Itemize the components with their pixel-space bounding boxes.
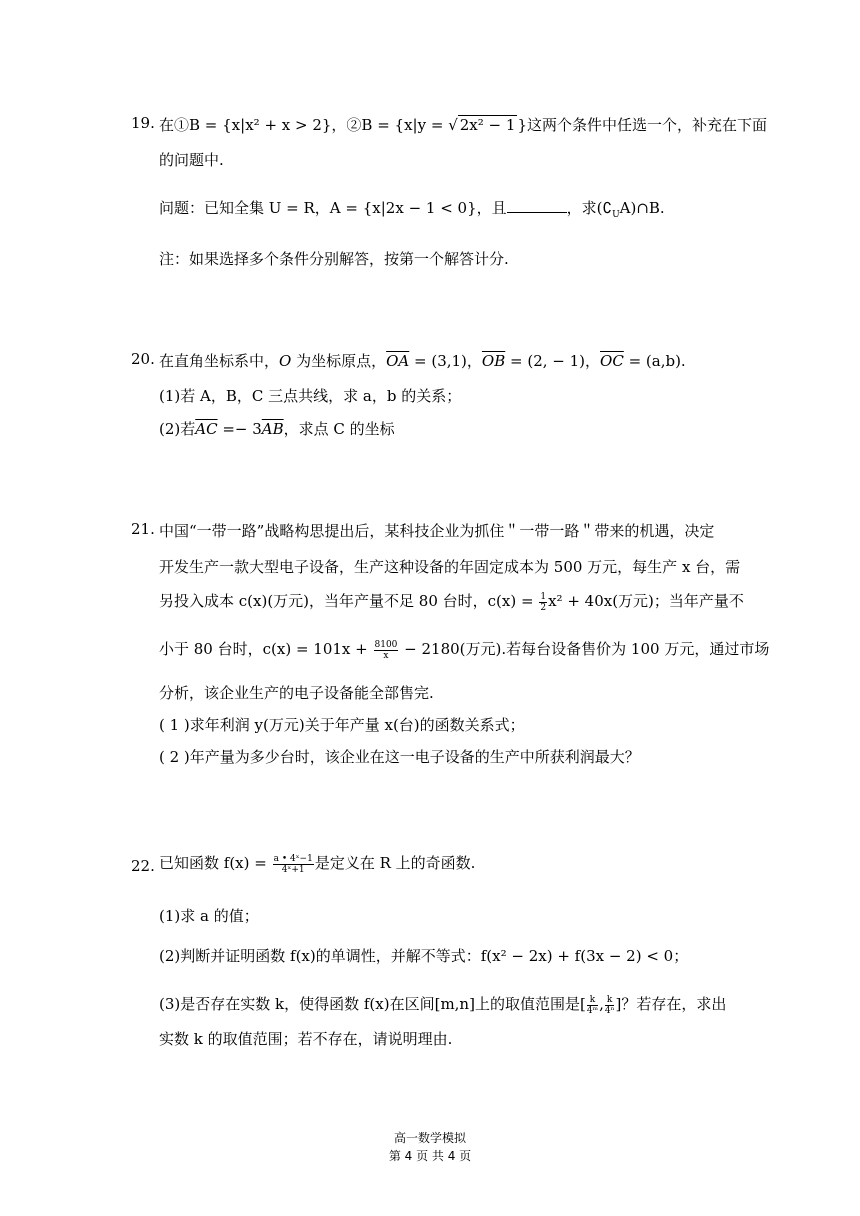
fraction-8100-x [374,640,399,661]
footer-title: 高一数学模拟 [393,1131,466,1145]
q20-l1c: = (3,1)， [409,352,482,370]
q21-l3a: 另投入成本 c(x)(万元)，当年产量不足 80 台时，c(x) = [159,592,539,610]
fraction-numerator: a • 4ˣ−1 [273,853,313,864]
question-20-number: 20. [131,350,155,368]
question-21-line-3 [159,590,744,613]
question-19-line-2: 的问题中. [159,151,224,169]
vector-oa: $\overline{OA}$ [386,352,410,370]
fraction-denominator: 2 [540,602,547,613]
question-21-number: 21. [131,520,155,538]
q20-l3a: (2)若 [159,420,196,438]
q19-l1c: }这两个条件中任选一个，补充在下面 [517,116,767,134]
q22-l4b: ]？若存在，求出 [615,995,727,1013]
question-20-part-1: (1)若 A，B，C 三点共线，求 a，b 的关系； [159,387,462,405]
q20-l1d: = (2, − 1)， [505,352,601,370]
fraction-denominator: 4ˣ+1 [281,864,305,875]
q19-sub: U [612,210,620,220]
question-22-part-2: (2)判断并证明函数 f(x)的单调性，并解不等式：f(x² − 2x) + f(3x − 2) < 0； [159,947,689,965]
q20-o: O [279,352,292,370]
q22-l4a: (3)是否存在实数 k，使得函数 f(x)在区间[m,n]上的取值范围是[ [159,995,586,1013]
q21-l4b: − 2180(万元).若每台设备售价为 100 万元，通过市场 [399,640,770,658]
question-20-line-1 [159,350,686,371]
q19-l3b: ，求(∁ [566,199,613,217]
question-22-part-1: (1)求 a 的值； [159,907,259,925]
q21-l3b: x² + 40x(万元)；当年产量不 [548,592,744,610]
function-fraction [273,854,314,875]
q19-sqrt: 2x² − 1 [459,116,516,134]
question-21-line-2: 开发生产一款大型电子设备，生产这种设备的年固定成本为 500 万元，每生产 x 台，需 [159,558,741,576]
q19-l1b: B = {x|x² + x > 2}，②B = {x|y = [189,116,449,134]
fraction-half [539,592,547,613]
vector-ac: $\overline{AC}$ [195,420,218,438]
q22-l1b: 是定义在 R 上的奇函数. [314,854,476,872]
vector-ob: $\overline{OB}$ [481,352,506,370]
fraction-denominator: 4ᵐ [586,1005,599,1016]
q22-l1a: 已知函数 f(x) = [159,854,272,872]
fraction-numerator: k [605,995,615,1006]
q20-l3b: =− 3 [217,420,262,438]
answer-blank [507,200,567,213]
fraction-denominator: 4ⁿ [604,1005,615,1016]
q20-l1a: 在直角坐标系中， [159,352,280,370]
fraction-numerator: 1 [540,591,547,602]
vector-ab: $\overline{AB}$ [261,420,284,438]
fraction-k-4n [605,995,615,1016]
question-21-part-2: ( 2 )年产量为多少台时，该企业在这一电子设备的生产中所获利润最大？ [159,748,640,766]
question-19-line-1 [159,114,767,135]
question-22-line-5: 实数 k 的取值范围；若不存在，请说明理由. [159,1030,453,1048]
question-19-problem [159,197,665,220]
sqrt-symbol: √ [448,116,458,134]
fraction-denominator: x [383,650,389,661]
fraction-k-4m [587,995,598,1016]
fraction-numerator: k [587,995,598,1006]
question-22-line-1 [159,852,475,875]
q21-l4a: 小于 80 台时，c(x) = 101x + [159,640,373,658]
question-22-number: 22. [131,857,155,875]
question-22-part-3: (3)是否存在实数 k，使得函数 f(x)在区间[m,n]上的取值范围是[ $\frac{k}{\text{4ᵐ}}$ , $\frac{k}{\text{4ⁿ}}$ ]？若存在，求出 [159,994,727,1016]
q20-l3c: ，求点 C 的坐标 [283,420,395,438]
vector-oc: $\overline{OC}$ [600,352,624,370]
question-21-line-1: 中国“一带一路”战略构思提出后，某科技企业为抓住＂一带一路＂带来的机遇，决定 [159,522,715,540]
question-21-line-5: 分析，该企业生产的电子设备能全部售完. [159,684,434,702]
question-19-note: 注：如果选择多个条件分别解答，按第一个解答计分. [159,250,509,268]
q20-l1b: 为坐标原点， [291,352,387,370]
q20-l1e: = (a,b). [623,352,686,370]
footer-page-number: 第 4 页 共 4 页 [388,1149,472,1163]
question-20-part-2 [159,418,395,439]
question-21-line-4 [159,638,769,661]
q19-l3c: A)∩B. [619,199,665,217]
question-21-part-1: ( 1 )求年利润 y(万元)关于年产量 x(台)的函数关系式； [159,716,525,734]
q19-l1a: 在① [159,116,190,134]
question-19-number: 19. [131,114,155,132]
q19-l3a: 问题：已知全集 U = R，A = {x|2x − 1 < 0}，且 [159,199,507,217]
fraction-numerator: 8100 [374,639,398,650]
